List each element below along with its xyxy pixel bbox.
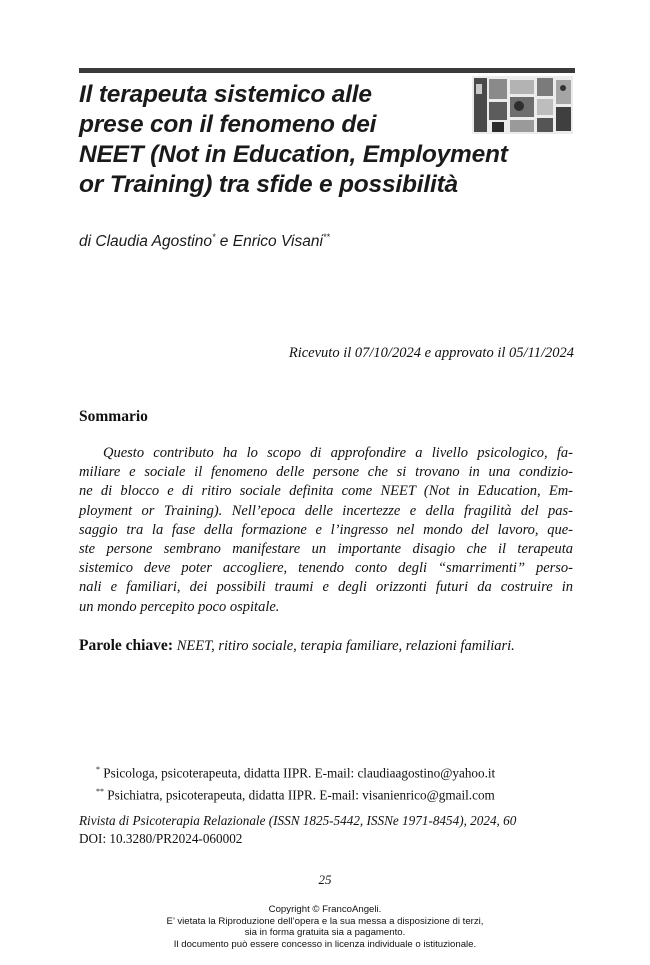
doi: DOI: 10.3280/PR2024-060002 (79, 831, 243, 846)
footnote-text: Psichiatra, psicoterapeuta, didatta IIPR. E-mail: visanienrico@gmail.com (107, 787, 495, 803)
copyright-notice (0, 904, 650, 950)
footnote (96, 782, 495, 804)
keywords-label: Parole chiave: (79, 637, 173, 654)
abstract-line: Questo contributo ha lo scopo di approfondire a livello psicologico, fa- (103, 445, 573, 461)
abstract-line: ne di blocco e di ritiro sociale definita come NEET (Not in Education, Em- (79, 483, 573, 500)
title-rule (79, 68, 575, 73)
footnotes (96, 760, 495, 805)
title-line: prese con il fenomeno dei (79, 111, 377, 138)
title-line: NEET (Not in Education, Employment (79, 141, 508, 168)
journal-citation-text: Rivista di Psicoterapia Relazionale (ISSN 1825-5442, ISSNe 1971-8454), 2024, 60 (79, 813, 517, 828)
received-approved-dates: Ricevuto il 07/10/2024 e approvato il 05/11/2024 (288, 345, 574, 361)
abstract-paragraph (79, 444, 573, 617)
keywords-text: NEET, ritiro sociale, terapia familiare, relazioni familiari. (176, 638, 515, 654)
keywords (79, 637, 515, 655)
abstract-line: sistemico deve poter accogliere, tenendo conto degli “smarrimenti” perso- (79, 560, 573, 577)
copyright-line: E’ vietata la Riproduzione dell’opera e la sua messa a disposizione di terzi, (166, 915, 484, 927)
copyright-line: Copyright © FrancoAngeli. (268, 904, 382, 915)
title-line: or Training) tra sfide e possibilità (79, 171, 458, 198)
footnote-mark: ** (96, 787, 104, 797)
footnote (96, 760, 495, 782)
article-authors (79, 232, 330, 251)
title-line: Il terapeuta sistemico alle (79, 81, 372, 108)
abstract-line: saggio tra la fase della formazione e l’ingresso nel mondo del lavoro, que- (79, 521, 573, 538)
page-number: 25 (318, 872, 332, 887)
abstract-line: miliare e sociale il fenomeno delle persone che si trovano in una condizio- (79, 464, 573, 481)
footnote-mark: ** (322, 232, 330, 242)
summary-heading: Sommario (79, 408, 148, 425)
authors-text: e Enrico Visani (215, 233, 323, 251)
journal-reference (79, 812, 516, 848)
authors-text: di Claudia Agostino (79, 233, 212, 251)
copyright-line: Il documento può essere concesso in licenza individuale o istituzionale. (173, 938, 477, 950)
footnote-text: Psicologa, psicoterapeuta, didatta IIPR. E-mail: claudiaagostino@yahoo.it (103, 765, 496, 781)
abstract-line: un mondo percepito poco ospitale. (79, 598, 280, 615)
abstract-line: nali e familiari, dei possibili traumi e degli orizzonti futuri da costruire in (79, 579, 573, 596)
footnote-mark: * (211, 232, 216, 242)
copyright-line: sia in forma gratuita sia a pagamento. (244, 927, 406, 939)
journal-cover-image (472, 76, 573, 134)
abstract-line: ployment or Training). Nell’epoca delle incertezze e della fragilità del pas- (79, 502, 573, 519)
abstract-line: ste persone sembrano manifestare un importante disagio che il terapeuta (79, 541, 573, 558)
footnote-mark: * (96, 765, 100, 774)
journal-citation (79, 812, 516, 830)
